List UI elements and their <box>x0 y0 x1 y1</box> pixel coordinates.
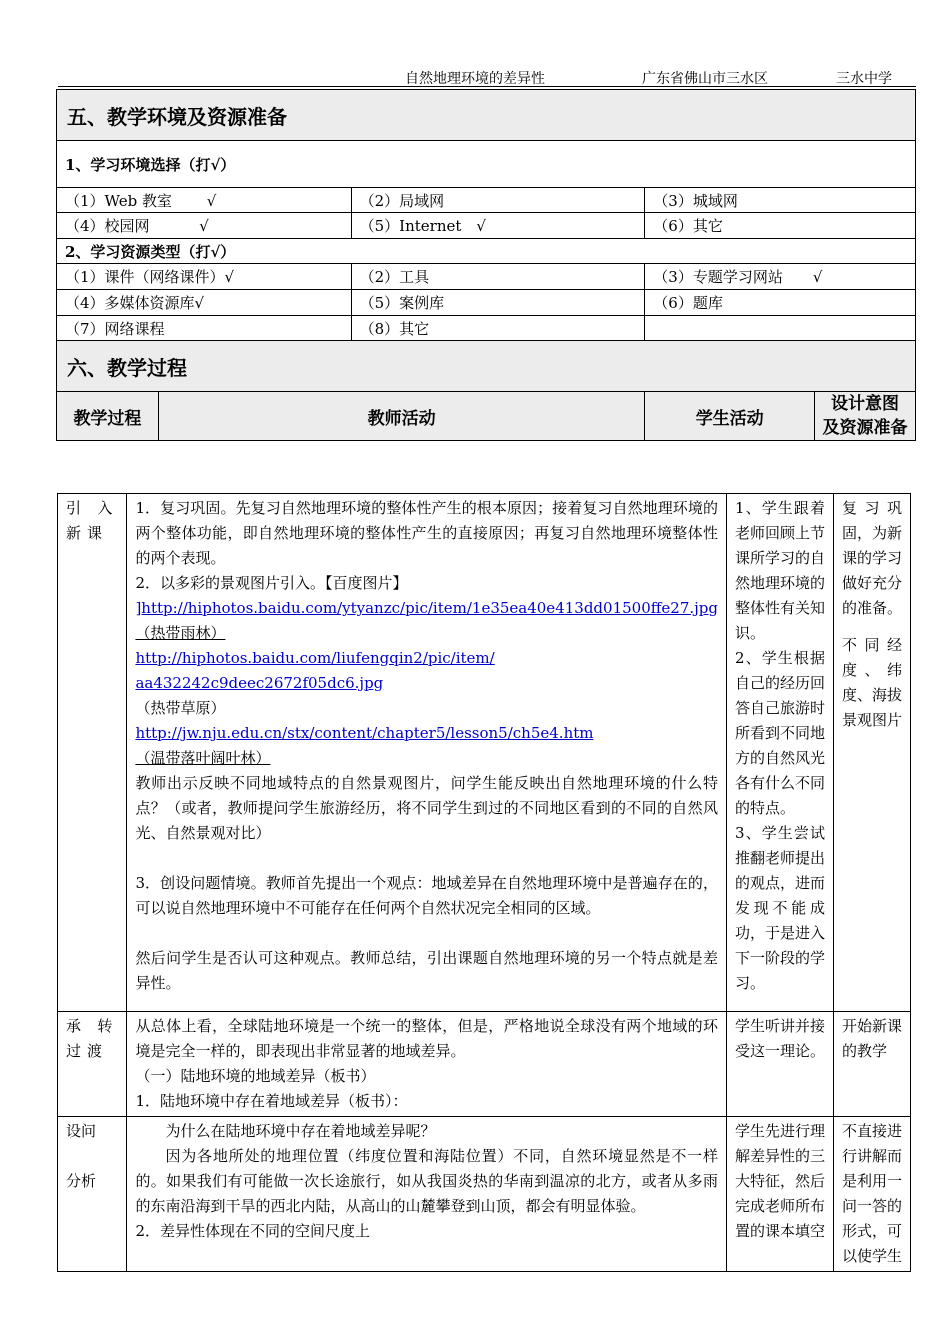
section5-title: 五、教学环境及资源准备 <box>57 90 916 141</box>
paragraph: 2、学生根据自己的经历回答自己旅游时所看到不同地方的自然风光各有什么不同的特点。 <box>734 649 825 817</box>
col-stage-header: 教学过程 <box>57 392 159 441</box>
caption: （热带雨林） <box>135 624 226 642</box>
stage-cell <box>58 1117 127 1272</box>
paragraph: 复习巩固，为新课的学习做好充分的准备。 <box>841 499 902 617</box>
student-activity-cell: 学生听讲并接受这一理论。 <box>726 1012 833 1117</box>
process-row-question <box>58 1117 911 1272</box>
process-row-transition <box>58 1012 911 1117</box>
col-student-header: 学生活动 <box>645 392 815 441</box>
spacer <box>135 921 718 946</box>
paragraph: 3、学生尝试推翻老师提出的观点，进而发现不能成功，于是进入下一阶段的学习。 <box>734 824 825 992</box>
paragraph: 1．陆地环境中存在着地域差异（板书）： <box>135 1092 408 1110</box>
env-cell: （6）其它 <box>645 213 916 239</box>
process-header-row <box>57 392 916 441</box>
stage-line: 设问 <box>66 1122 97 1140</box>
env-title-row <box>57 141 916 188</box>
section6-heading-row <box>57 341 916 392</box>
env-cell: （1）Web 教室 √ <box>57 188 352 213</box>
design-cell: 不直接进行讲解而是利用一问一答的形式，可以使学生 <box>833 1117 910 1272</box>
process-row-intro <box>58 494 911 1012</box>
paragraph: 2．以多彩的景观图片引入。【百度图片】 <box>135 574 408 592</box>
image-link[interactable]: ]http://hiphotos.baidu.com/ytyanzc/pic/item/1e35ea40e413dd01500ffe27.jpg <box>135 599 718 617</box>
stage-line: 分析 <box>66 1172 97 1190</box>
env-cell: （2）局域网 <box>351 188 645 213</box>
env-cell: （4）校园网 √ <box>57 213 352 239</box>
res-cell: （8）其它 <box>351 316 645 341</box>
env-row <box>57 188 916 213</box>
header-title: 自然地理环境的差异性 <box>405 71 545 87</box>
paragraph: 2．差异性体现在不同的空间尺度上 <box>135 1222 370 1240</box>
design-cell: 开始新课的教学 <box>833 1012 910 1117</box>
page-header <box>58 64 916 87</box>
res-cell: （6）题库 <box>645 290 916 316</box>
image-link[interactable]: aa432242c9deec2672f05dc6.jpg <box>135 674 384 692</box>
res-cell: （7）网络课程 <box>57 316 352 341</box>
col-design-header-line1: 设计意图 <box>831 394 900 414</box>
process-table <box>57 493 911 1272</box>
paragraph: 教师出示反映不同地域特点的自然景观图片，问学生能反映出自然地理环境的什么特点？（或者，教师提问学生旅游经历，将不同学生到过的不同地区看到的不同的自然风光、自然景观对比） <box>135 774 718 842</box>
section6-title: 六、教学过程 <box>57 341 916 392</box>
paragraph: 从总体上看，全球陆地环境是一个统一的整体，但是，严格地说全球没有两个地域的环境是完全一样的，即表现出非常显著的地域差异。 <box>135 1017 718 1060</box>
spacer <box>66 1144 118 1169</box>
res-cell: （3）专题学习网站 √ <box>645 264 916 290</box>
spacer <box>135 846 718 871</box>
resource-table <box>56 89 916 441</box>
col-design-header <box>815 392 916 441</box>
stage-cell: 引入新课 <box>58 494 127 1012</box>
image-link[interactable]: http://hiphotos.baidu.com/liufengqin2/pic/item/ <box>135 649 495 667</box>
env-row <box>57 213 916 239</box>
spacer <box>842 621 902 633</box>
header-location: 广东省佛山市三水区 <box>642 71 768 87</box>
caption: （温带落叶阔叶林） <box>135 749 271 767</box>
env-cell: （3）城域网 <box>645 188 916 213</box>
paragraph: （一）陆地环境的地域差异（板书） <box>135 1067 376 1085</box>
header-school: 三水中学 <box>836 71 892 87</box>
image-link[interactable]: http://jw.nju.edu.cn/stx/content/chapter5/lesson5/ch5e4.htm <box>135 724 594 742</box>
student-activity-cell: 学生先进行理解差异性的三大特征，然后完成老师所布置的课本填空 <box>726 1117 833 1272</box>
paragraph: 1．复习巩固。先复习自然地理环境的整体性产生的根本原因；接着复习自然地理环境的两个整体功能，即自然地理环境的整体性产生的直接原因；再复习自然地理环境整体性的两个表现。 <box>135 499 718 567</box>
paragraph: 1、学生跟着老师回顾上节课所学习的自然地理环境的整体性有关知识。 <box>734 499 825 642</box>
paragraph: 不同经度、纬度、海拔景观图片 <box>841 636 902 729</box>
res-title: 2、学习资源类型（打√） <box>57 239 916 264</box>
res-row <box>57 290 916 316</box>
col-teacher-header: 教师活动 <box>158 392 644 441</box>
stage-cell: 承转过渡 <box>58 1012 127 1117</box>
paragraph: 为什么在陆地环境中存在着地域差异呢？ <box>165 1122 436 1140</box>
paragraph: 3．创设问题情境。教师首先提出一个观点：地域差异在自然地理环境中是普遍存在的，可以说自然地理环境中不可能存在任何两个自然状况完全相同的区域。 <box>135 874 718 917</box>
teacher-activity-cell <box>127 1012 727 1117</box>
section5-heading-row <box>57 90 916 141</box>
res-cell: （1）课件（网络课件）√ <box>57 264 352 290</box>
res-row <box>57 316 916 341</box>
teacher-activity-cell <box>127 494 727 1012</box>
paragraph: 因为各地所处的地理位置（纬度位置和海陆位置）不同，自然环境显然是不一样的。如果我们有可能做一次长途旅行，如从我国炎热的华南到温凉的北方，或者从多雨的东南沿海到干旱的西北内陆，从高山的山麓攀登到山顶，都会有明显体验。 <box>135 1147 718 1215</box>
env-title: 1、学习环境选择（打√） <box>57 141 916 188</box>
teacher-activity-cell <box>127 1117 727 1272</box>
res-cell: （2）工具 <box>351 264 645 290</box>
res-cell: （4）多媒体资源库√ <box>57 290 352 316</box>
res-row <box>57 264 916 290</box>
paragraph: 然后问学生是否认可这种观点。教师总结，引出课题自然地理环境的另一个特点就是差异性。 <box>135 949 718 992</box>
design-cell <box>833 494 910 1012</box>
col-design-header-line2: 及资源准备 <box>822 418 908 438</box>
env-cell: （5）Internet √ <box>351 213 645 239</box>
res-cell: （5）案例库 <box>351 290 645 316</box>
res-title-row <box>57 239 916 264</box>
student-activity-cell <box>726 494 833 1012</box>
caption: （热带草原） <box>135 699 226 717</box>
res-cell <box>645 316 916 341</box>
